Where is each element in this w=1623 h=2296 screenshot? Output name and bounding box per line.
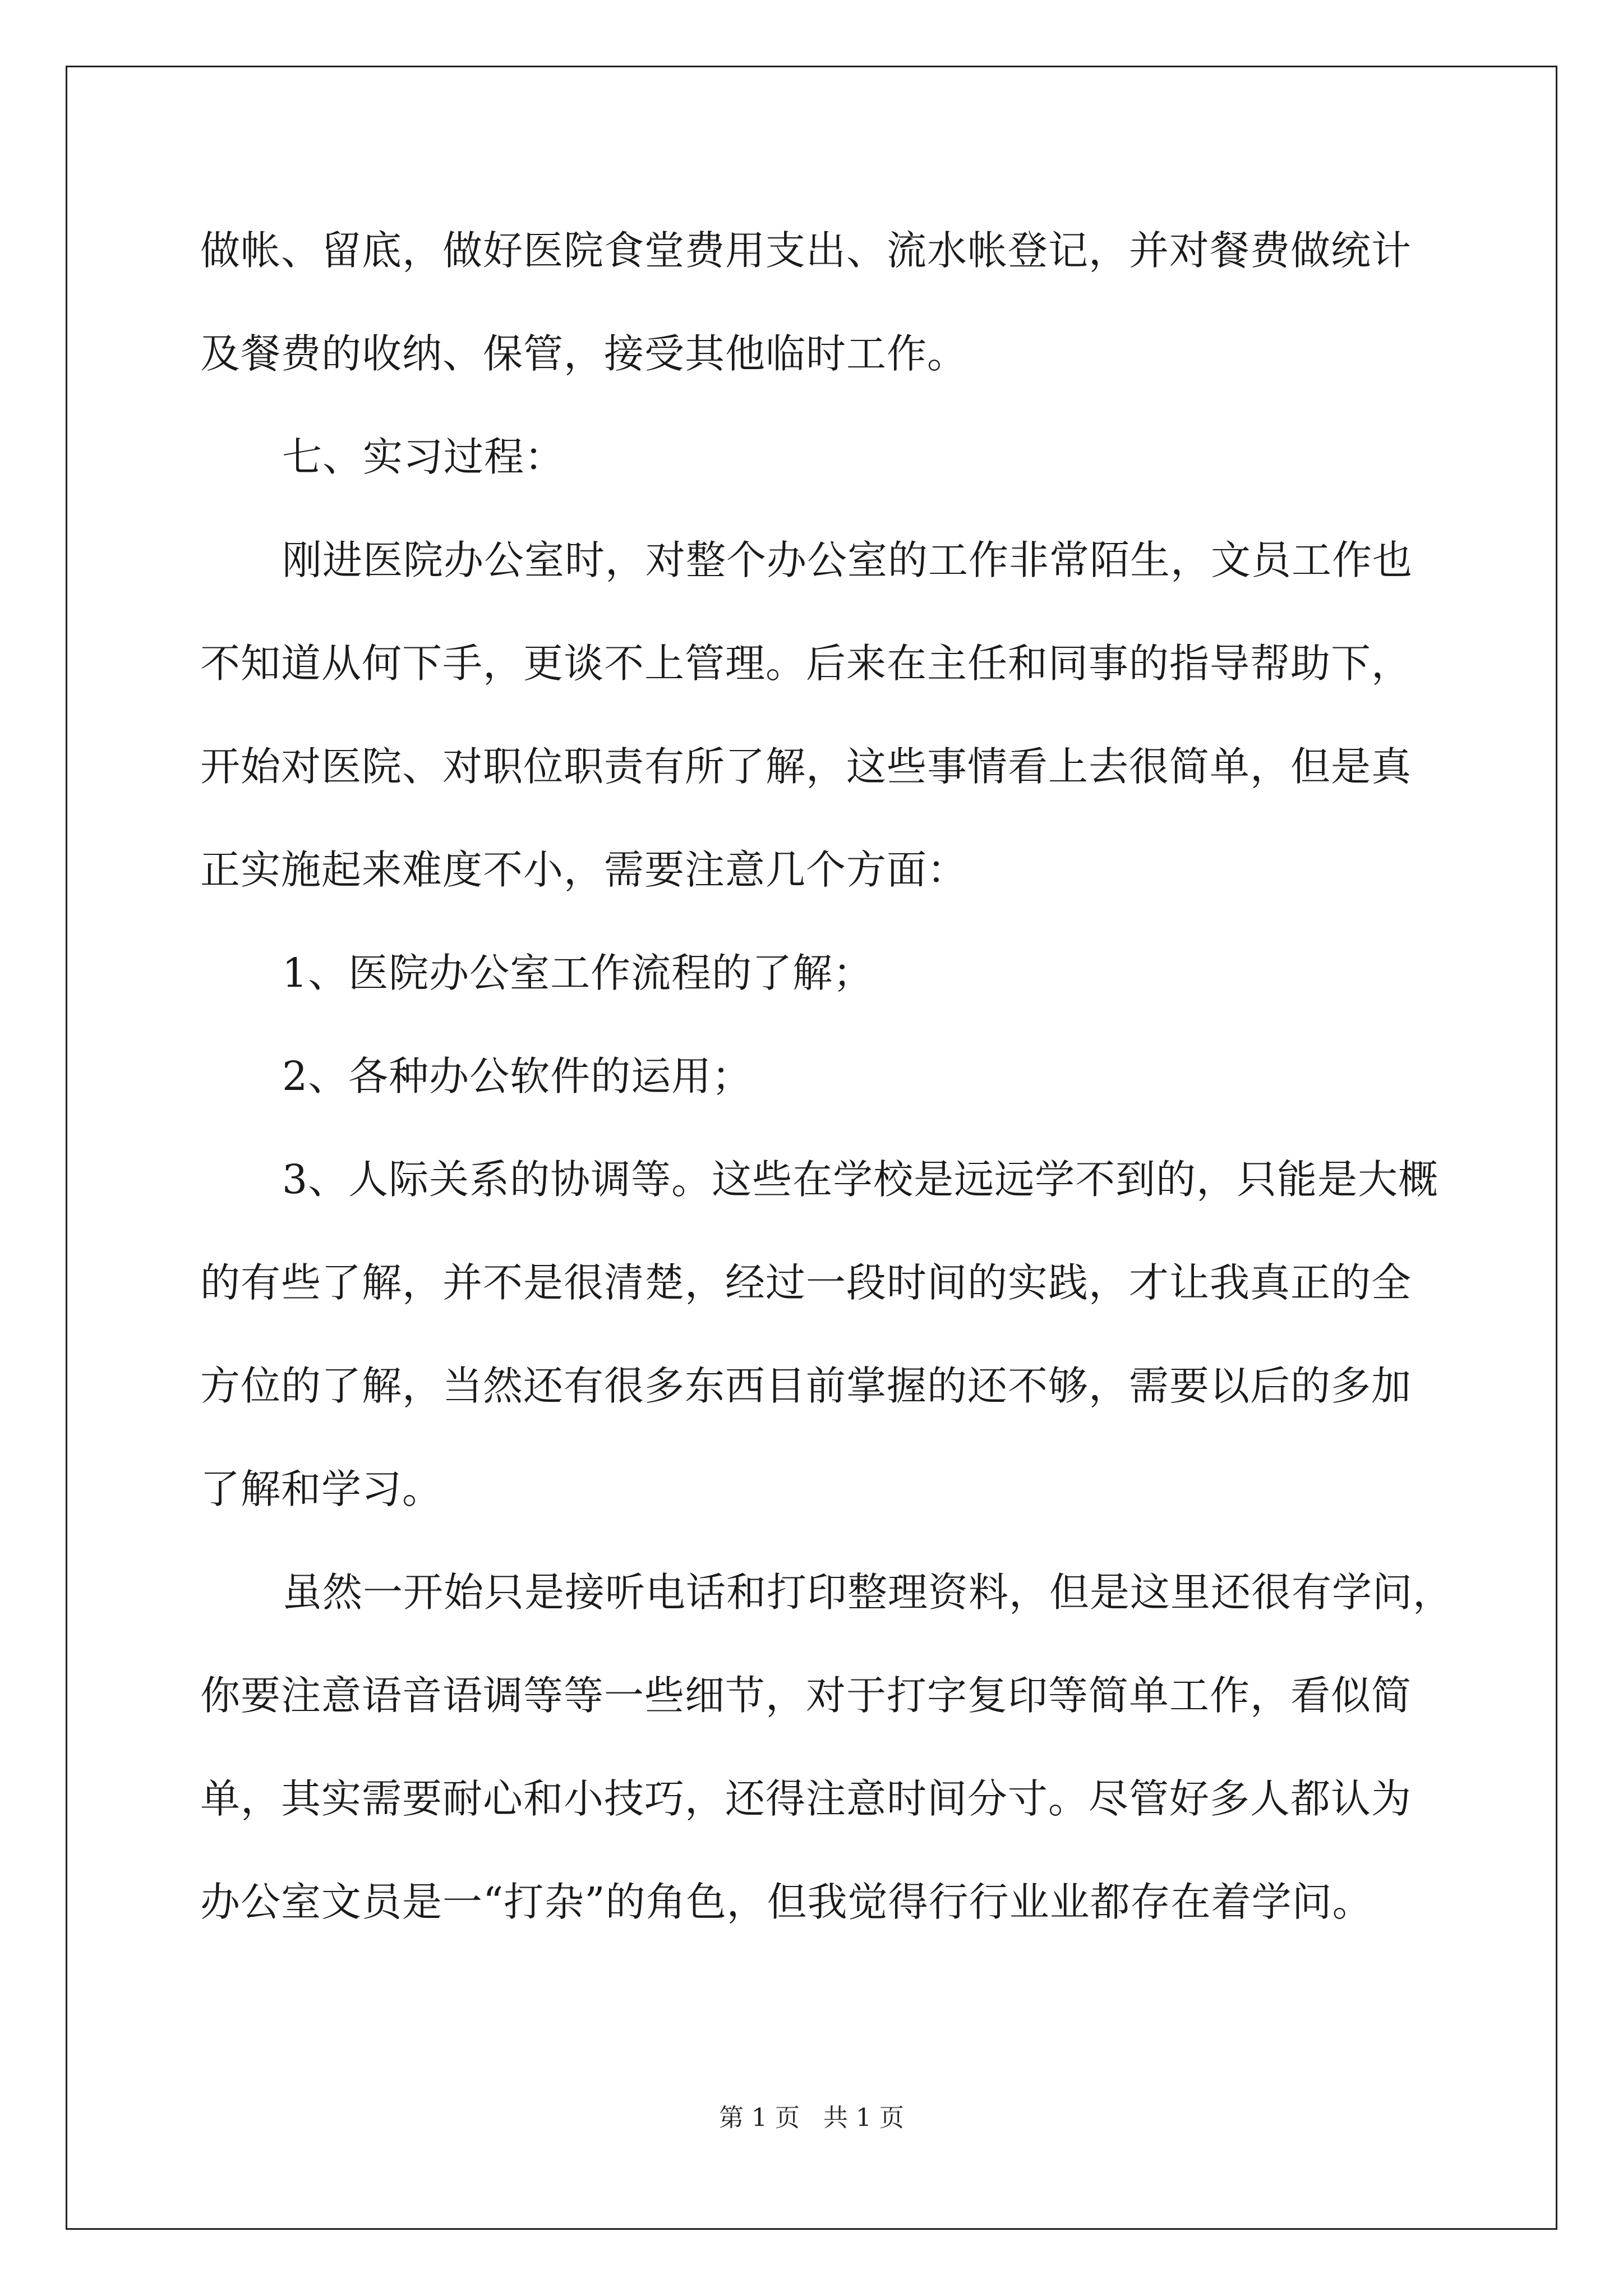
list-item: 3、人际关系的协调等。这些在学校是远远学不到的，只能是大概: [282, 1156, 1439, 1203]
page-footer: 第 1 页 共 1 页: [719, 2104, 904, 2132]
text-line: 你要注意语音语调等等一些细节，对于打字复印等简单工作，看似简: [200, 1672, 1412, 1719]
text-line: 刚进医院办公室时，对整个办公室的工作非常陌生，文员工作也: [282, 537, 1413, 583]
section-heading: 七、实习过程：: [282, 434, 565, 480]
text-line: 不知道从何下手，更谈不上管理。后来在主任和同事的指导帮助下，: [200, 640, 1412, 687]
text-line: 虽然一开始只是接听电话和打印整理资料，但是这里还很有学问，: [282, 1569, 1454, 1616]
text-line: 正实施起来难度不小，需要注意几个方面：: [200, 846, 968, 893]
text-line: 了解和学习。: [200, 1466, 443, 1512]
text-line: 办公室文员是一“打杂”的角色，但我觉得行行业业都存在着学问。: [200, 1879, 1373, 1925]
list-item: 2、各种办公软件的运用；: [282, 1053, 753, 1099]
text-line: 及餐费的收纳、保管，接受其他临时工作。: [200, 330, 968, 377]
text-line: 单，其实需要耐心和小技巧，还得注意时间分寸。尽管好多人都认为: [200, 1775, 1412, 1822]
document-body: [200, 199, 1454, 1954]
text-line: 开始对医院、对职位职责有所了解，这些事情看上去很简单，但是真: [200, 743, 1412, 790]
text-line: 方位的了解，当然还有很多东西目前掌握的还不够，需要以后的多加: [200, 1363, 1412, 1409]
list-item: 1、医院办公室工作流程的了解；: [282, 950, 874, 996]
text-line: 做帐、留底，做好医院食堂费用支出、流水帐登记，并对餐费做统计: [200, 227, 1412, 274]
text-line: 的有些了解，并不是很清楚，经过一段时间的实践，才让我真正的全: [200, 1259, 1412, 1306]
